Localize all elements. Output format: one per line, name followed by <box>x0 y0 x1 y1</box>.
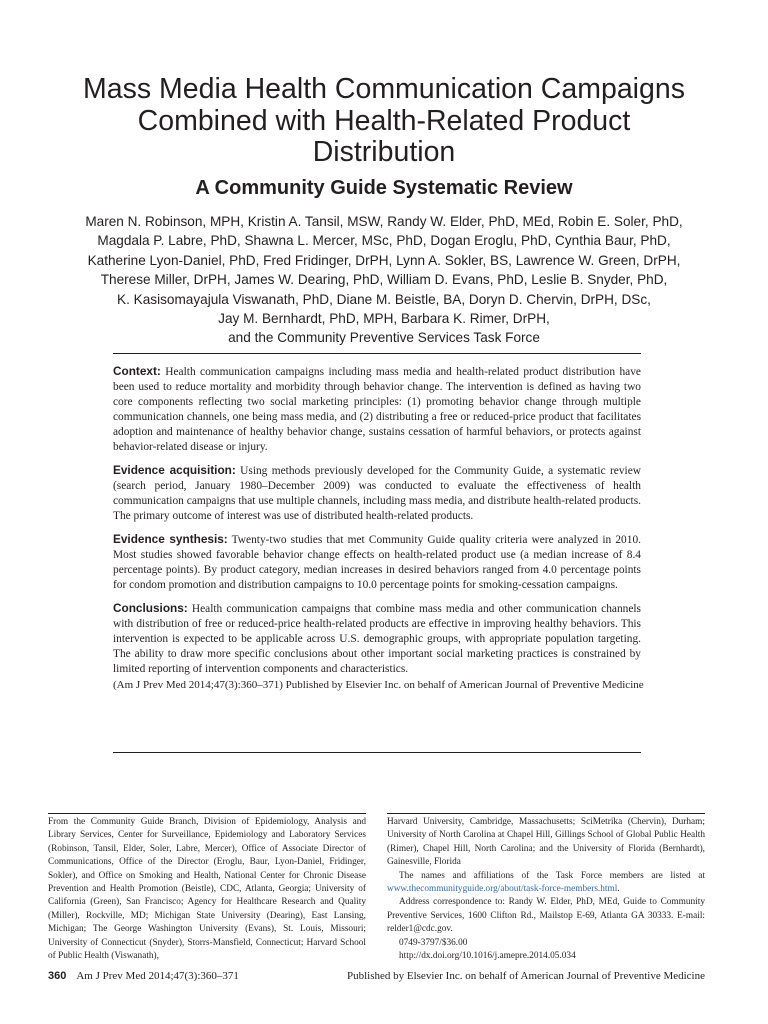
footer-left <box>48 969 239 983</box>
author-line: K. Kasisomayajula Viswanath, PhD, Diane M. Beistle, BA, Doryn D. Chervin, DrPH, DSc, <box>117 291 651 307</box>
correspondence-note: Address correspondence to: Randy W. Elder, PhD, MEd, Guide to Community Preventive Services, 1600 Clifton Rd., Mailstop E-69, Atlanta GA 30333. E-mail: relder1@cdc.gov. <box>387 897 705 935</box>
page-number: 360 <box>48 970 67 982</box>
conclusions-text: Health communication campaigns that combine mass media and other communication channels with distribution of free or reduced-price health-related products are effective in improving healthy behaviors. This intervention is expected to be applicable across U.S. demographic groups, with appropriate population targeting. The ability to draw more specific conclusions about other important social marketing practices is constrained by limited reporting of intervention components and characteristics. <box>113 603 641 675</box>
author-line: Maren N. Robinson, MPH, Kristin A. Tansil, MSW, Randy W. Elder, PhD, MEd, Robin E. Soler, PhD, <box>85 214 683 229</box>
evidence-acquisition-label: Evidence acquisition: <box>113 463 236 477</box>
abstract-bottom-rule <box>113 752 641 753</box>
abstract-context <box>113 364 641 455</box>
abstract-evidence-acquisition <box>113 463 641 524</box>
title-line-3: Distribution <box>312 136 456 168</box>
task-force-note: The names and affiliations of the Task Force members are listed at www.thecommunityguide.org/about/task-force-members.html. <box>387 870 705 895</box>
evidence-acquisition-text: Using methods previously developed for the Community Guide, a systematic review (search period, January 1980–December 2009) was conducted to evaluate the effectiveness of health communication campaigns that use multiple channels, including mass media, and distribute health-related products. The primary outcome of interest was use of distributed health-related products. <box>113 465 641 522</box>
footnote-rule-left <box>48 813 366 814</box>
title-line-2: Combined with Health-Related Product <box>137 104 631 137</box>
context-text: Health communication campaigns including mass media and health-related product distribution have been used to reduce mortality and morbidity through behavior change. The intervention is defined as having two core components reflecting two social marketing principles: (1) promoting behavior change through multiple communication channels, one being mass media, and (2) distributing a free or reduced-price product that facilitates adoption and maintenance of healthy behavior change, sustains cessation of harmful behaviors, or protects against behavior-related disease or injury. <box>113 366 641 453</box>
author-line: Katherine Lyon-Daniel, PhD, Fred Fridinger, DrPH, Lynn A. Sokler, BS, Lawrence W. Green, DrPH, <box>87 252 681 268</box>
abstract-conclusions <box>113 601 641 677</box>
task-force-link[interactable]: www.thecommunityguide.org/about/task-force-members.html <box>387 884 618 895</box>
affiliations-left-column <box>48 816 366 963</box>
issn: 0749-3797/$36.00 <box>399 937 468 948</box>
doi: http://dx.doi.org/10.1016/j.amepre.2014.05.034 <box>399 951 576 962</box>
title-line-1: Mass Media Health Communication Campaigns <box>83 73 685 105</box>
author-line: Magdala P. Labre, PhD, Shawna L. Mercer, MSc, PhD, Dogan Eroglu, PhD, Cynthia Baur, PhD, <box>97 233 671 249</box>
author-line: Jay M. Bernhardt, PhD, MPH, Barbara K. Rimer, DrPH, <box>218 311 550 327</box>
affiliations-text: From the Community Guide Branch, Division of Epidemiology, Analysis and Library Services, Center for Surveillance, Epidemiology and Laboratory Services (Robinson, Tansil, Elder, Soler, Labre, Mercer), Office of Associate Director of Communications, Office of the Director (Eroglu, Baur, Lyon-Daniel, Fridinger, Sokler), and Office on Smoking and Health, National Center for Chronic Disease Prevention and Health Promotion (Beistle), CDC, Atlanta, Georgia; University of California (Green), San Francisco; Agency for Healthcare Research and Quality (Miller), Rockville, MD; Michigan State University (Dearing), East Lansing, Michigan; The George Washington University (Evans), St. Louis, Missouri; University of Connecticut (Snyder), Storrs-Mansfield, Connecticut; Harvard School of Public Health (Viswanath), <box>48 817 366 962</box>
abstract-citation: (Am J Prev Med 2014;47(3):360–371) Published by Elsevier Inc. on behalf of American Journal of Preventive Medicine <box>113 679 644 691</box>
journal-reference: Am J Prev Med 2014;47(3):360–371 <box>76 970 239 982</box>
publisher-line: Published by Elsevier Inc. on behalf of American Journal of Preventive Medicine <box>346 970 705 982</box>
author-line: and the Community Preventive Services Task Force <box>228 330 540 346</box>
abstract-evidence-synthesis <box>113 532 641 593</box>
evidence-synthesis-text: Twenty-two studies that met Community Guide quality criteria were analyzed in 2010. Most studies showed favorable behavior change effects on health-related product use (a median increase of 8.4 percentage points). By product category, median increases in desired behaviors ranged from 4.0 percentage points for condom promotion and distribution campaigns to 10.0 percentage points for smoking-cessation campaigns. <box>113 534 641 591</box>
footnote-rule-right <box>387 813 705 814</box>
author-list <box>30 212 738 348</box>
abstract-top-rule <box>113 353 641 354</box>
article-title <box>40 74 728 169</box>
affiliations-right-column <box>387 816 705 963</box>
author-line: Therese Miller, DrPH, James W. Dearing, PhD, William D. Evans, PhD, Leslie B. Snyder, PhD, <box>100 272 668 288</box>
affiliations-continued: Harvard University, Cambridge, Massachusetts; SciMetrika (Chervin), Durham; University of North Carolina at Chapel Hill, Gillings School of Global Public Health (Rimer), Chapel Hill, North Carolina; and the University of Florida (Bernhardt), Gainesville, Florida <box>387 817 705 868</box>
conclusions-label: Conclusions: <box>113 601 188 615</box>
page-footer <box>48 969 705 983</box>
evidence-synthesis-label: Evidence synthesis: <box>113 532 228 546</box>
article-subtitle: A Community Guide Systematic Review <box>195 177 573 199</box>
abstract <box>113 364 644 693</box>
context-label: Context: <box>113 364 161 378</box>
